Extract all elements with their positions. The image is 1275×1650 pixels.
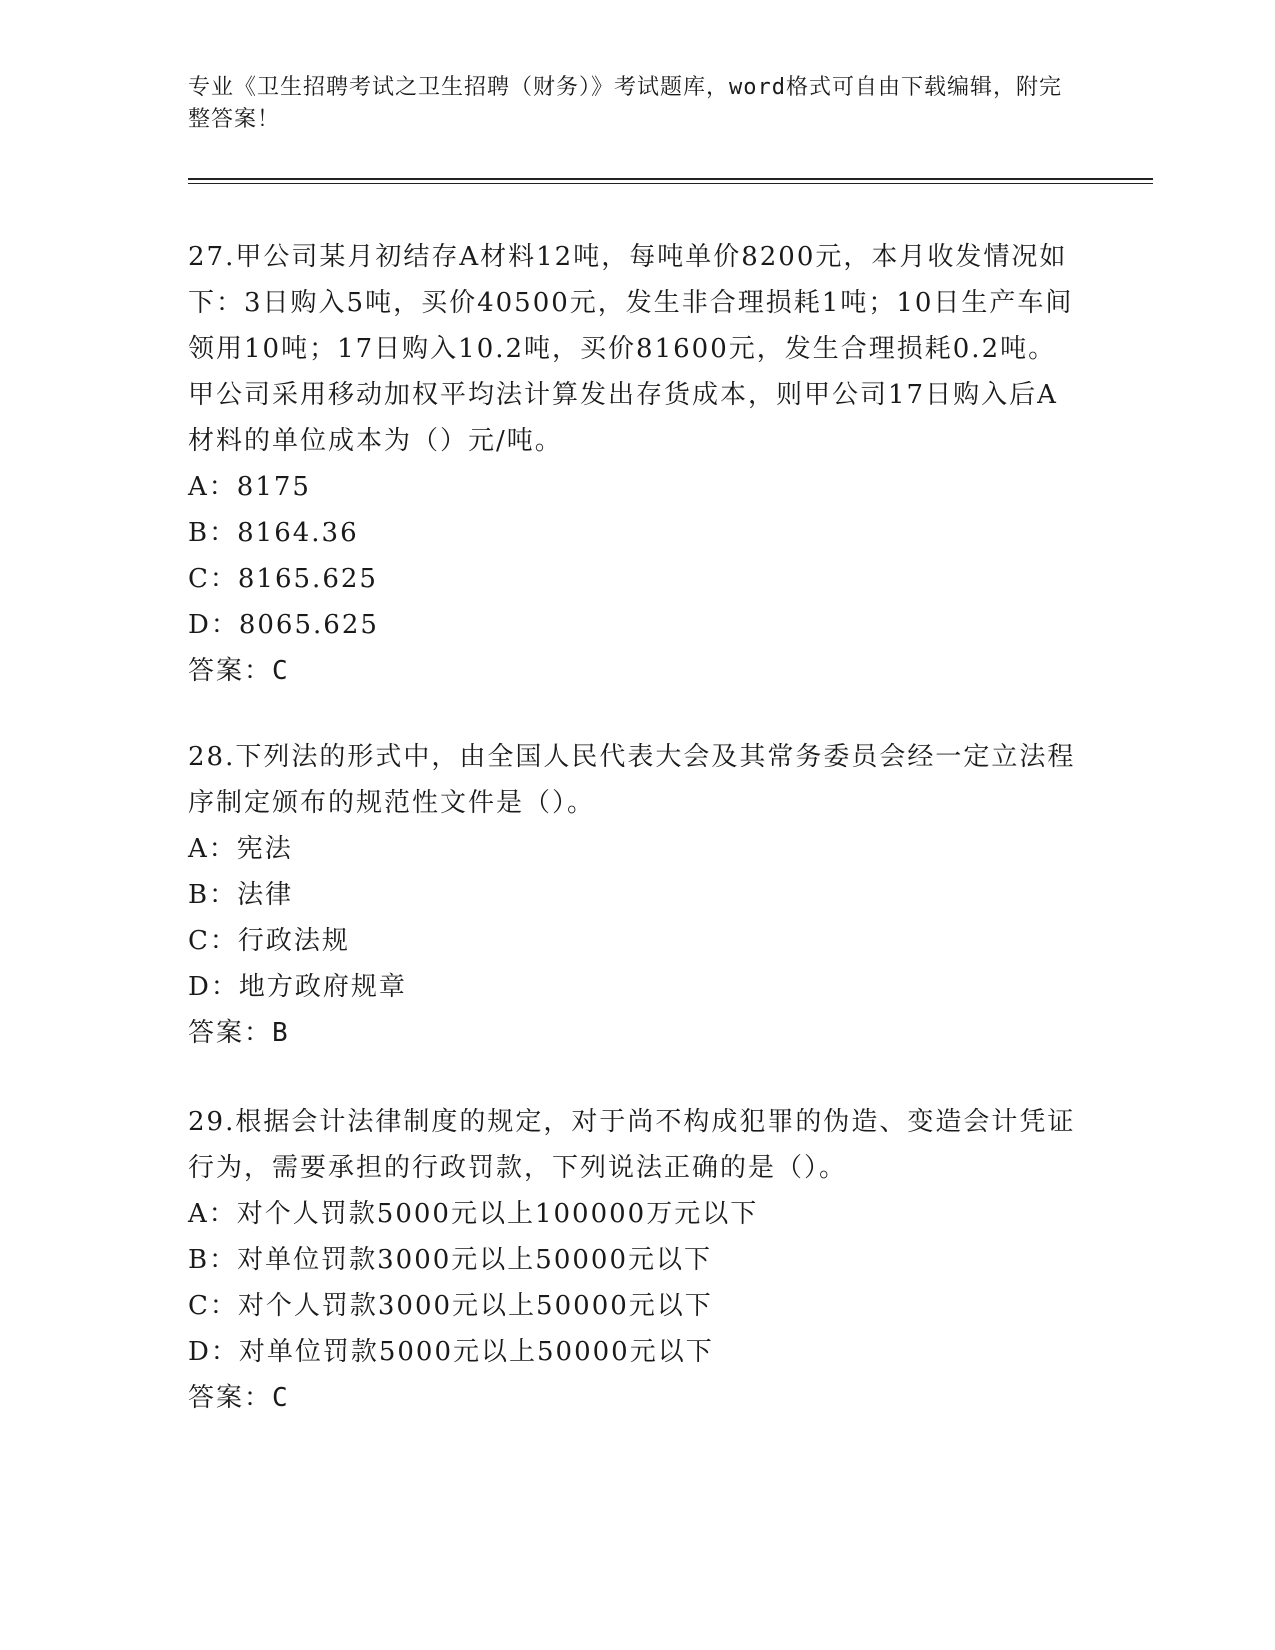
- header-divider-bottom: [188, 183, 1153, 184]
- option-a: A：对个人罚款5000元以上100000万元以下: [188, 1199, 759, 1229]
- answer-value: B: [272, 1018, 290, 1048]
- answer-value: C: [272, 1383, 290, 1413]
- option-c: C：行政法规: [188, 926, 350, 956]
- document-header: 专业《卫生招聘考试之卫生招聘（财务）》考试题库，word格式可自由下载编辑，附完整答案！: [188, 75, 1062, 132]
- option-c: C：对个人罚款3000元以上50000元以下: [188, 1291, 713, 1321]
- question-27: [188, 234, 1078, 694]
- option-c: C：8165.625: [188, 564, 378, 594]
- question-stem: 28.下列法的形式中，由全国人民代表大会及其常务委员会经一定立法程序制定颁布的规范性文件是（）。: [188, 742, 1076, 818]
- option-d: D：地方政府规章: [188, 972, 407, 1002]
- answer-value: C: [272, 656, 290, 686]
- option-b: B：8164.36: [188, 518, 359, 548]
- question-stem: 29.根据会计法律制度的规定，对于尚不构成犯罪的伪造、变造会计凭证行为，需要承担的行政罚款，下列说法正确的是（）。: [188, 1107, 1076, 1183]
- option-d: D：对单位罚款5000元以上50000元以下: [188, 1337, 714, 1367]
- answer-label: 答案：: [188, 1383, 273, 1413]
- answer-label: 答案：: [188, 656, 273, 686]
- question-29: [188, 1099, 1078, 1421]
- answer-line: [188, 1375, 1078, 1421]
- answer-label: 答案：: [188, 1018, 273, 1048]
- answer-line: [188, 1010, 1078, 1056]
- option-b: B：法律: [188, 880, 294, 910]
- option-d: D：8065.625: [188, 610, 379, 640]
- question-stem: 27.甲公司某月初结存A材料12吨，每吨单价8200元，本月收发情况如下：3日购入5吨，买价40500元，发生非合理损耗1吨；10日生产车间领用10吨；17日购入10.2吨，买价81600元，发生合理损耗0.2吨。甲公司采用移动加权平均法计算发出存货成本，则甲公司17日购入后A材料的单位成本为（）元/吨。: [188, 242, 1074, 456]
- option-a: A：8175: [188, 472, 311, 502]
- question-28: [188, 734, 1078, 1056]
- header-divider-top: [188, 178, 1153, 180]
- option-b: B：对单位罚款3000元以上50000元以下: [188, 1245, 712, 1275]
- option-a: A：宪法: [188, 834, 293, 864]
- answer-line: [188, 648, 1078, 694]
